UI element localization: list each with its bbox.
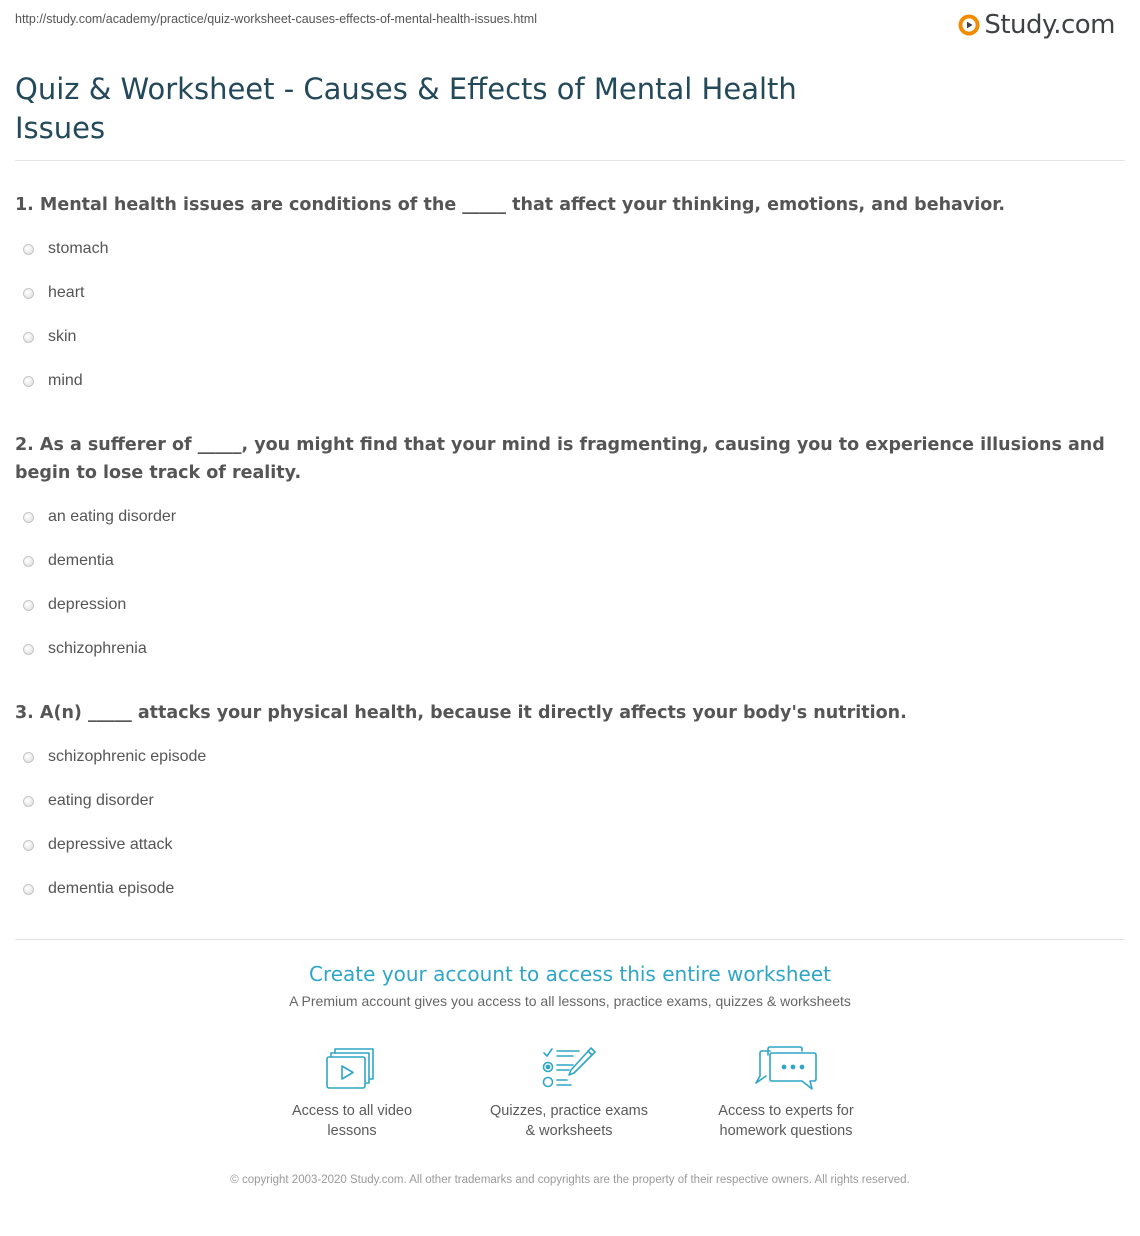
study-logo[interactable] — [958, 8, 1115, 42]
radio-button[interactable] — [23, 244, 34, 255]
option-label: mind — [48, 372, 83, 389]
question-1-option-2[interactable] — [23, 283, 84, 303]
feature-label: Quizzes, practice exams & worksheets — [490, 1103, 648, 1139]
feature-experts — [686, 1045, 886, 1141]
feature-video-lessons — [252, 1045, 452, 1141]
radio-button[interactable] — [23, 644, 34, 655]
radio-button[interactable] — [23, 796, 34, 807]
page-url: http://study.com/academy/practice/quiz-worksheet-causes-effects-of-mental-health-issues.html — [15, 12, 537, 26]
radio-button[interactable] — [23, 840, 34, 851]
radio-button[interactable] — [23, 556, 34, 567]
question-1-text: 1. Mental health issues are conditions of the _____ that affect your thinking, emotions, and behavior. — [15, 195, 1006, 215]
option-label: stomach — [48, 240, 109, 257]
feature-quizzes — [469, 1045, 669, 1141]
radio-button[interactable] — [23, 376, 34, 387]
questions-divider — [15, 939, 1125, 940]
option-label: depression — [48, 596, 127, 613]
question-2-option-1[interactable] — [23, 507, 176, 527]
option-label: an eating disorder — [48, 508, 177, 525]
radio-button[interactable] — [23, 332, 34, 343]
option-label: depressive attack — [48, 836, 173, 853]
play-circle-icon — [958, 14, 980, 36]
question-3-text: 3. A(n) _____ attacks your physical health, because it directly affects your body's nutrition. — [15, 703, 907, 723]
question-3-option-1[interactable] — [23, 747, 206, 767]
option-label: eating disorder — [48, 792, 154, 809]
question-2-option-4[interactable] — [23, 639, 147, 659]
question-2-option-2[interactable] — [23, 551, 114, 571]
title-divider — [15, 160, 1125, 161]
option-label: dementia episode — [48, 880, 175, 897]
feature-label: Access to all video lessons — [291, 1103, 413, 1139]
question-1-option-3[interactable] — [23, 327, 76, 347]
question-1-option-1[interactable] — [23, 239, 108, 259]
option-label: skin — [48, 328, 77, 345]
option-label: schizophrenia — [48, 640, 147, 657]
option-label: heart — [48, 284, 85, 301]
question-2-text: 2. As a sufferer of _____, you might find that your mind is fragmenting, causing you to experience illusions and begin to lose track of reality. — [15, 435, 1105, 483]
question-3-option-4[interactable] — [23, 879, 174, 899]
radio-button[interactable] — [23, 512, 34, 523]
radio-button[interactable] — [23, 752, 34, 763]
radio-button[interactable] — [23, 600, 34, 611]
page-title: Quiz & Worksheet - Causes & Effects of Mental Health Issues — [15, 72, 797, 145]
create-account-link[interactable]: Create your account to access this entire worksheet — [309, 962, 831, 986]
option-label: schizophrenic episode — [48, 748, 207, 765]
feature-label: Access to experts for homework questions — [718, 1103, 854, 1139]
question-3-option-2[interactable] — [23, 791, 154, 811]
radio-button[interactable] — [23, 884, 34, 895]
question-2-option-3[interactable] — [23, 595, 126, 615]
question-1-option-4[interactable] — [23, 371, 83, 391]
copyright-notice: © copyright 2003-2020 Study.com. All other trademarks and copyrights are the property of their respective owners. All rights reserved. — [230, 1174, 910, 1186]
logo-text: Study.com — [984, 10, 1115, 40]
radio-button[interactable] — [23, 288, 34, 299]
video-lessons-icon — [326, 1045, 378, 1091]
premium-description: A Premium account gives you access to all lessons, practice exams, quizzes & worksheets — [289, 993, 851, 1009]
chat-bubbles-icon — [754, 1045, 818, 1091]
option-label: dementia — [48, 552, 114, 569]
question-3-option-3[interactable] — [23, 835, 173, 855]
quiz-checklist-icon — [541, 1045, 597, 1091]
